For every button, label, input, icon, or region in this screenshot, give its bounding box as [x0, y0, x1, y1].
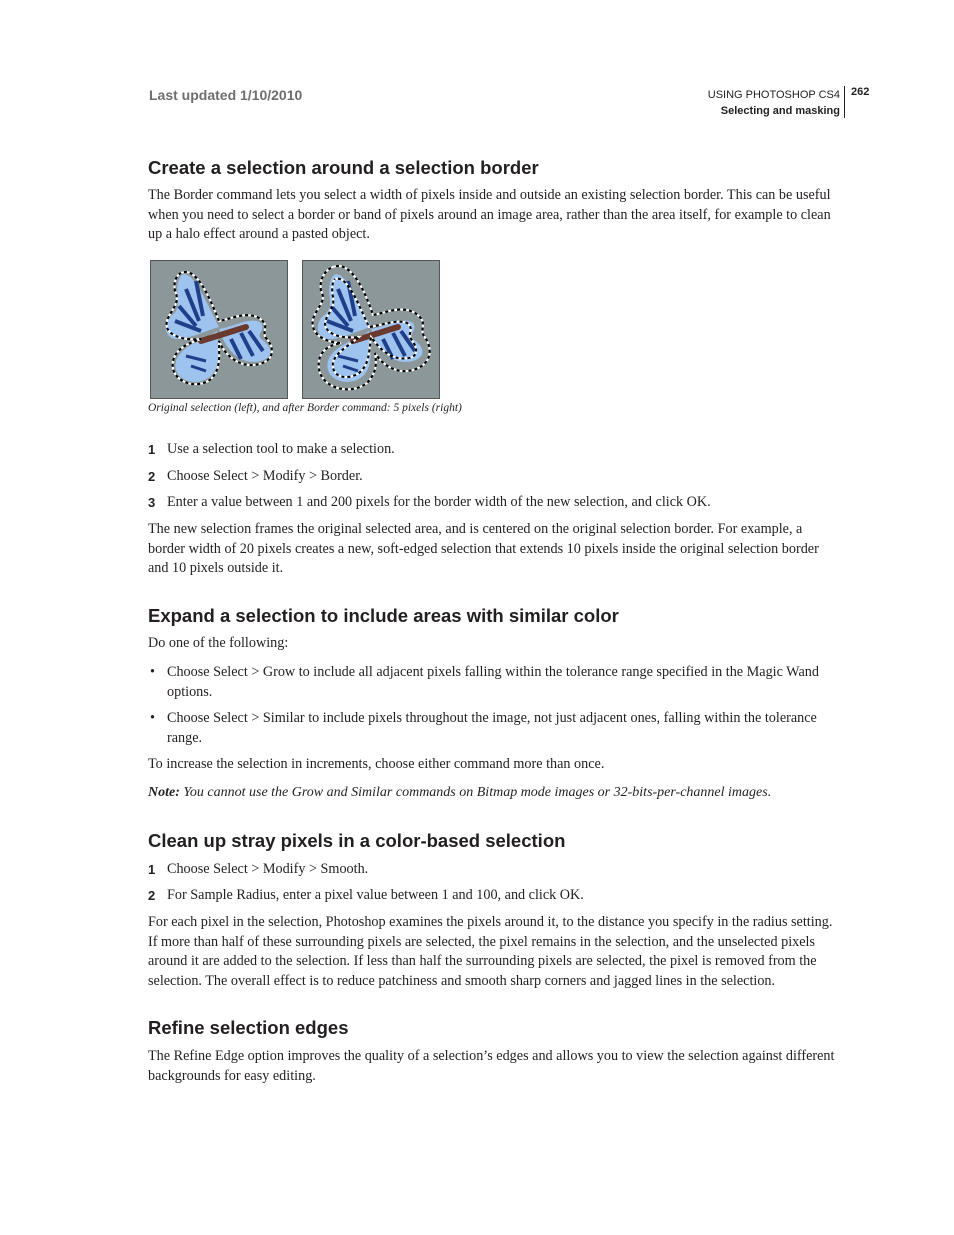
step-number: 2 [148, 888, 156, 903]
step-text: Enter a value between 1 and 200 pixels for the border width of the new selection, and click OK. [167, 494, 711, 510]
bullet-text: Choose Select > Grow to include all adjacent pixels falling within the tolerance range specified in the Magic Wand options. [167, 664, 819, 700]
step-number: 3 [148, 495, 156, 510]
figure-original-selection [150, 260, 288, 399]
last-updated: Last updated 1/10/2010 [149, 87, 303, 103]
note [148, 785, 771, 801]
bullet-text: Choose Select > Similar to include pixels throughout the image, not just adjacent ones, falling within the tolerance range. [167, 710, 817, 746]
header-divider [844, 86, 845, 118]
step-text: Choose Select > Modify > Border. [167, 468, 363, 484]
running-header [708, 87, 840, 119]
step-number: 2 [148, 469, 156, 484]
book-title: USING PHOTOSHOP CS4 [707, 89, 840, 101]
paragraph-do-one: Do one of the following: [148, 635, 289, 651]
butterfly-image-left [151, 261, 287, 398]
step-number: 1 [148, 862, 156, 877]
butterfly-image-right [303, 261, 439, 398]
step-number: 1 [148, 442, 156, 457]
paragraph-smooth-explanation: For each pixel in the selection, Photoshop examines the pixels around it, to the distance you specify in the radius setting. If more than half of these surrounding pixels are selected, the pixel remains in the selection, and the unselected pixels around it are added to the selection. If less than half the surrounding pixels are selected, the pixel is removed from the selection. The overall effect is to reduce patchiness and smooth sharp corners and jagged lines in the selection. [148, 914, 833, 989]
chapter-title: Selecting and masking [720, 105, 840, 117]
paragraph-increments: To increase the selection in increments, choose either command more than once. [148, 756, 605, 772]
heading-refine-edges: Refine selection edges [148, 1017, 349, 1038]
step-text: Use a selection tool to make a selection. [167, 441, 395, 457]
heading-border-selection: Create a selection around a selection border [148, 157, 539, 178]
figure-caption: Original selection (left), and after Border command: 5 pixels (right) [148, 402, 462, 414]
heading-similar-color: Expand a selection to include areas with similar color [148, 605, 619, 626]
step-text: For Sample Radius, enter a pixel value between 1 and 100, and click OK. [167, 887, 584, 903]
step-text: Choose Select > Modify > Smooth. [167, 861, 369, 877]
paragraph-border-explanation: The new selection frames the original selected area, and is centered on the original selection border. For example, a border width of 20 pixels creates a new, soft-edged selection that extends 10 pixels inside the original selection border and 10 pixels outside it. [148, 521, 819, 577]
paragraph-border-intro: The Border command lets you select a width of pixels inside and outside an existing selection border. This can be useful when you need to select a border or band of pixels around an image area, rather than the area itself, for example to clean up a halo effect around a pasted object. [148, 187, 831, 243]
bullet-marker: • [150, 710, 155, 726]
bullet-marker: • [150, 664, 155, 680]
figure-border-selection [302, 260, 440, 399]
heading-stray-pixels: Clean up stray pixels in a color-based selection [148, 830, 566, 851]
note-label: Note: [148, 785, 180, 800]
paragraph-refine-edge: The Refine Edge option improves the quality of a selection’s edges and allows you to view the selection against different backgrounds for easy editing. [148, 1048, 835, 1084]
note-text: You cannot use the Grow and Similar commands on Bitmap mode images or 32-bits-per-channel images. [179, 785, 772, 800]
page-number: 262 [851, 86, 870, 98]
